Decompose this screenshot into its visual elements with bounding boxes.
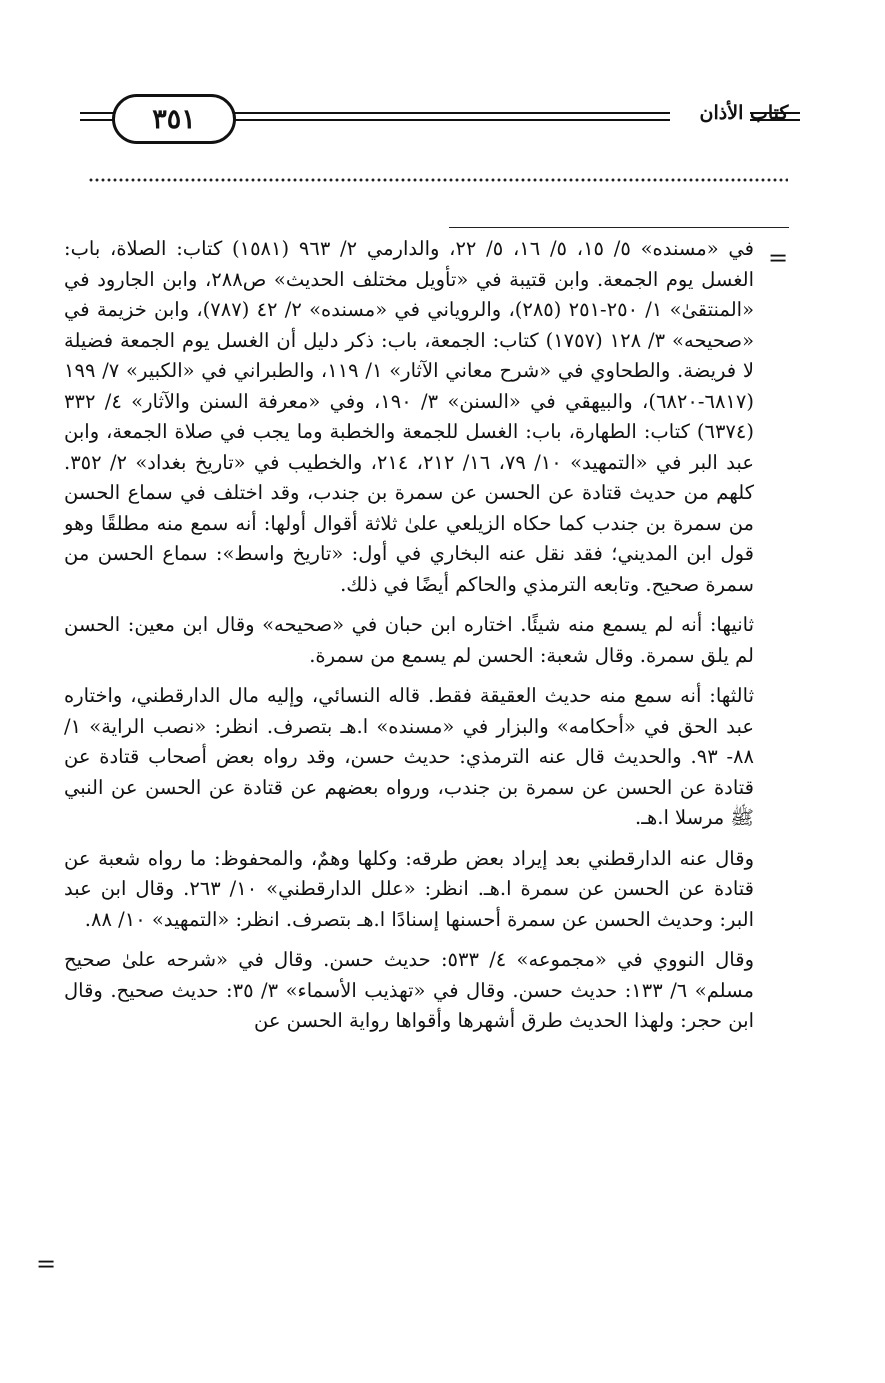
footnote-rule [449,227,789,228]
page-number: ٣٥١ [112,94,236,144]
running-header [80,92,800,148]
footnote-text [64,234,754,1294]
header-rule [230,119,670,121]
footnote-paragraph: وقال النووي في «مجموعه» ٤/ ٥٣٣: حديث حسن. وقال في «شرحه علىٰ صحيح مسلم» ٦/ ١٣٣: حديث حسن. وقال في «تهذيب الأسماء» ٣/ ٣٥: حديث صحيح. وقال ابن حجر: ولهذا الحديث طرق أشهرها وأقواها رواية الحسن عن [64,948,754,1032]
header-rule [230,112,670,114]
footnote-paragraph: ثانيها: أنه لم يسمع منه شيئًا. اختاره ابن حبان في «صحيحه» وقال ابن معين: الحسن لم يلق سمرة. وقال شعبة: الحسن لم يسمع من سمرة. [64,613,754,667]
dotted-separator [88,176,788,184]
continuation-mark-end: = [36,1250,57,1278]
footnote-paragraph: وقال عنه الدارقطني بعد إيراد بعض طرقه: وكلها وهمٌ، والمحفوظ: ما رواه شعبة عن قتادة عن الحسن عن سمرة ا.هـ. انظر: «علل الدارقطني» ١٠/ ٢٦٣. وقال ابن عبد البر: وحديث الحسن عن سمرة أحسنها إسنادًا ا.هـ بتصرف. انظر: «التمهيد» ١٠/ ٨٨. [64,846,754,931]
chapter-title: كتاب الأذان [699,102,789,124]
continuation-mark-start: = [768,244,789,272]
footnote-paragraph: ثالثها: أنه سمع منه حديث العقيقة فقط. قاله النسائي، وإليه مال الدارقطني، واختاره عبد الحق في «أحكامه» والبزار في «مسنده» ا.هـ بتصرف. انظر: «نصب الراية» ١/ ٨٨- ٩٣. والحديث قال عنه الترمذي: حديث حسن، وقد رواه بعض أصحاب قتادة عن قتادة عن الحسن عن سمرة بن جندب، ورواه بعضهم عن قتادة عن الحسن عن النبي ﷺ مرسلا ا.هـ. [64,684,754,829]
footnote-paragraph: في «مسنده» ٥/ ١٥، ٥/ ١٦، ٥/ ٢٢، والدارمي ٢/ ٩٦٣ (١٥٨١) كتاب: الصلاة، باب: الغسل يوم الجمعة. وابن قتيبة في «تأويل مختلف الحديث» ص٢٨٨، وابن الجارود في «المنتقىٰ» ١/ ٢٥٠-٢٥١ (٢٨٥)، والروياني في «مسنده» ٢/ ٤٢ (٧٨٧)، وابن خزيمة في «صحيحه» ٣/ ١٢٨ (١٧٥٧) كتاب: الجمعة، باب: ذكر دليل أن الغسل يوم الجمعة فضيلة لا فريضة. والطحاوي في «شرح معاني الآثار» ١/ ١١٩، والطبراني في «الكبير» ٧/ ١٩٩ (٦٨١٧-٦٨٢٠)، والبيهقي في «السنن» ٣/ ١٩٠، وفي «معرفة السنن والآثار» ٤/ ٣٣٢ (٦٣٧٤) كتاب: الطهارة، باب: الغسل للجمعة والخطبة وما يجب في صلاة الجمعة، وابن عبد البر في «التمهيد» ١٠/ ٧٩، ١٦/ ٢١٢، ٢١٤، والخطيب في «تاريخ بغداد» ٢/ ٣٥٢. كلهم من حديث قتادة عن الحسن عن سمرة بن جندب، وقد اختلف في سماع الحسن من سمرة بن جندب كما حكاه الزيلعي علىٰ ثلاثة أقوال أولها: أنه سمع منه مطلقًا وهو قول ابن المديني؛ فقد نقل عنه البخاري في أول: «تاريخ واسط»: سماع الحسن من سمرة صحيح. وتابعه الترمذي والحاكم أيضًا في ذلك. [64,237,754,596]
